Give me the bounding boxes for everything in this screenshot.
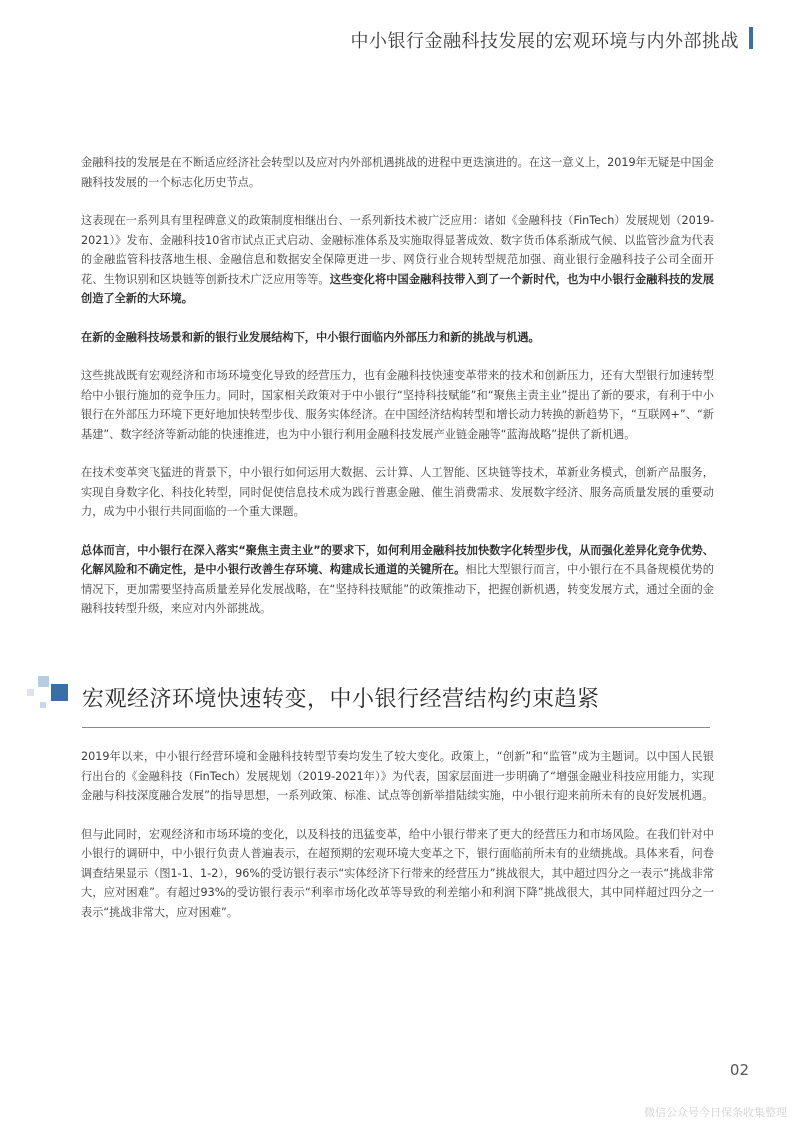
body-text-section-1: [81, 153, 714, 638]
watermark-text: 微信公众号今日保条收集整理: [644, 1106, 787, 1119]
body-text-section-2: [81, 747, 714, 941]
text-run: 这些挑战既有宏观经济和市场环境变化导致的经营压力，也有金融科技快速变革带来的技术和创新压力，还有大型银行加速转型给中小银行施加的竞争压力。同时，国家相关政策对于中小银行“坚持科技赋能”和“聚焦主责主业”提出了新的要求，有利于中小银行在外部压力环境下更好地加快转型步伐、服务实体经济。在中国经济结构转型和增长动力转换的新趋势下，“互联网+”、“新基建”、数字经济等新动能的快速推进，也为中小银行利用金融科技发展产业链金融等“蓝海战略”提供了新机遇。: [81, 369, 714, 441]
text-run: 这表现在一系列具有里程碑意义的政策制度相继出台、一系列新技术被广泛应用：诸如《金融科技（FinTech）发展规划（2019-2021）》发布、金融科技10省市试点正式启动、金融标准体系及实施取得显著成效、数字货币体系渐成气候、以监管沙盒为代表的金融监管科技落地生根、金融信息和数据安全保障更进一步、网贷行业合规转型规范加强、商业银行金融科技子公司全面开花、生物识别和区块链等创新技术广泛应用等等。: [81, 214, 714, 286]
text-run: 但与此同时，宏观经济和市场环境的变化，以及科技的迅猛变革，给中小银行带来了更大的经营压力和市场风险。在我们针对中小银行的调研中，中小银行负责人普遍表示，在超预期的宏观环境大变革之下，银行面临前所未有的业绩挑战。具体来看，问卷调查结果显示（图1-1、1-2），96%的受访银行表示“实体经济下行带来的经营压力”挑战很大，其中超过四分之一表示“挑战非常大，应对困难”。有超过93%的受访银行表示“利率市场化改革等导致的利差缩小和利润下降”挑战很大，其中同样超过四分之一表示“挑战非常大，应对困难”。: [81, 827, 714, 919]
paragraph: [81, 366, 714, 444]
bold-text: 在新的金融科技场景和新的银行业发展结构下，中小银行面临内外部压力和新的挑战与机遇。: [81, 330, 540, 344]
bold-text: 总体而言，中小银行在深入落实“聚焦主责主业”的要求下，如何利用金融科技加快数字化转型步伐，从而强化差异化竞争优势、化解风险和不确定性，是中小银行改善生存环境、构建成长通道的关键所在。: [81, 543, 714, 576]
deco-square-large: [51, 684, 68, 701]
text-run: 金融科技的发展是在不断适应经济社会转型以及应对内外部机遇挑战的进程中更迭演进的。在这一意义上，2019年无疑是中国金融科技发展的一个标志化历史节点。: [81, 156, 714, 189]
paragraph: [81, 463, 714, 522]
bold-text: 这些变化将中国金融科技带入到了一个新时代，也为中小银行金融科技的发展创造了全新的大环境。: [81, 272, 714, 305]
deco-square-medium: [38, 676, 49, 687]
page-header-title: 中小银行金融科技发展的宏观环境与内外部挑战: [350, 31, 739, 52]
section-divider: [82, 727, 710, 728]
text-run: 2019年以来，中小银行经营环境和金融科技转型节奏均发生了较大变化。政策上，“创新”和“监管”成为主题词。以中国人民银行出台的《金融科技（FinTech）发展规划（2019-2021年）》为代表，国家层面进一步明确了“增强金融业科技应用能力，实现金融与科技深度融合发展”的指导思想，一系列政策、标准、试点等创新举措陆续实施，中小银行迎来前所未有的良好发展机遇。: [81, 750, 714, 802]
text-run: 相比大型银行而言，中小银行在不具备规模优势的情况下，更加需要坚持高质量差异化发展战略，在“坚持科技赋能”的政策推动下，把握创新机遇，转变发展方式，通过全面的金融科技转型升级，来应对内外部挑战。: [81, 563, 714, 615]
section-heading: 宏观经济环境快速转变，中小银行经营结构约束趋紧: [82, 687, 600, 712]
text-run: 在技术变革突飞猛进的背景下，中小银行如何运用大数据、云计算、人工智能、区块链等技术，革新业务模式，创新产品服务，实现自身数字化、科技化转型，同时促使信息技术成为践行普惠金融、催生消费需求、发展数字经济、服务高质量发展的重要动力，成为中小银行共同面临的一个重大课题。: [81, 466, 714, 518]
paragraph: [81, 211, 714, 309]
page-number: 02: [729, 1061, 749, 1079]
paragraph: [81, 825, 714, 923]
deco-square-small: [27, 689, 34, 696]
paragraph: [81, 747, 714, 806]
header-accent-bar: [749, 27, 753, 49]
paragraph: [81, 328, 714, 348]
paragraph: [81, 541, 714, 619]
deco-square-tiny: [40, 702, 46, 708]
paragraph: [81, 153, 714, 192]
